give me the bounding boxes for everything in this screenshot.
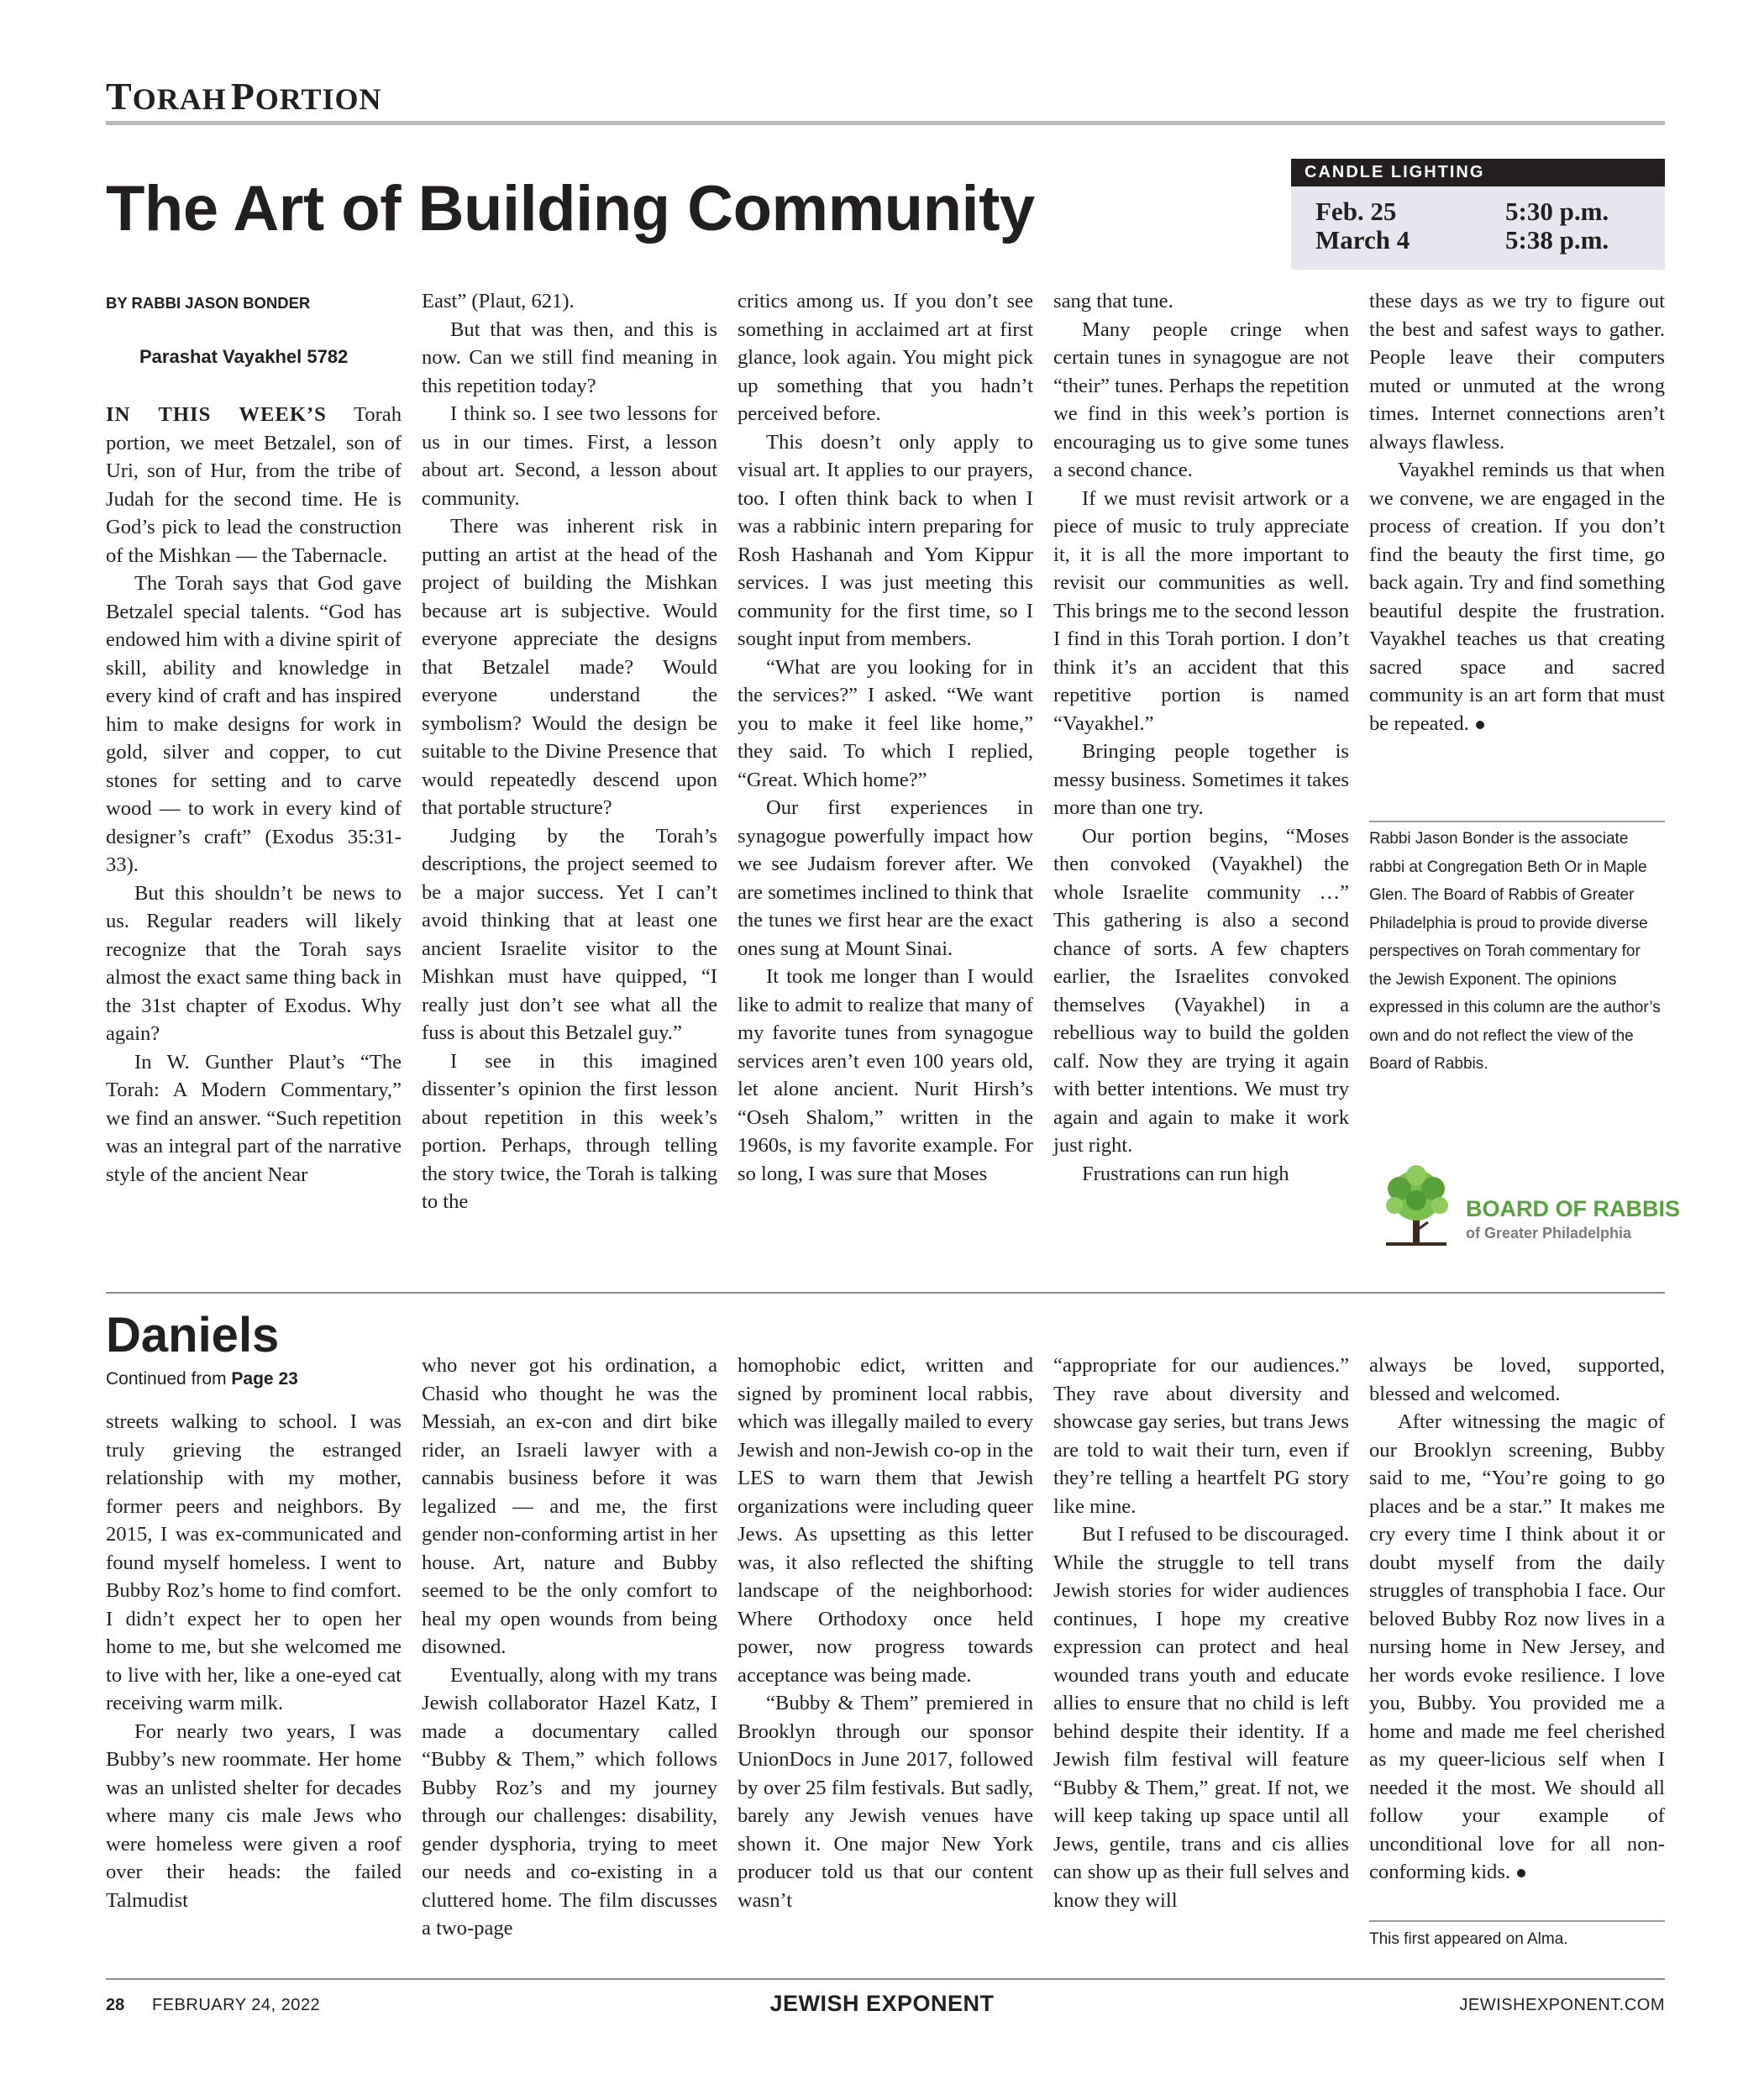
paragraph: There was inherent risk in putting an artist at the head of the project of building the Mishkan because art is subjective. Would everyone appreciate the designs that Betzalel made? Would everyone understand the symbolism? Would the design be suitable to the Divine Presence that would repeatedly descend upon that portable structure? — [422, 515, 717, 819]
author-bio: Rabbi Jason Bonder is the associate rabbi at Congregation Beth Or in Maple Glen. The Board of Rabbis of Greater Philadelphia is proud to provide diverse perspectives on Torah commentary for the Jewish Exponent. The opinions expressed in this column are the author’s own and do not reflect the view of the Board of Rabbis. — [1369, 830, 1661, 1073]
paragraph: “appropriate for our audiences.” They rave about diversity and showcase gay series, but trans Jews are told to wait their turn, even if they’re telling a heartfelt PG story like mine. — [1053, 1354, 1349, 1518]
paragraph: If we must revisit artwork or a piece of music to truly appreciate it, it is all the more important to revisit our communities as well. This brings me to the second lesson I find in this Torah portion. I don’t think it’s an accident that this repetitive portion is named “Vayakhel.” — [1053, 486, 1349, 735]
article-column-3 — [738, 287, 1033, 1188]
lead-in: IN THIS WEEK’S — [106, 403, 327, 426]
section-initial-1: T — [106, 75, 133, 118]
publication-name: JEWISH EXPONENT — [769, 1991, 995, 2016]
article-column-2 — [422, 287, 717, 1216]
paragraph: This doesn’t only apply to visual art. It applies to our prayers, too. I often think back to when I was a rabbinic intern preparing for Rosh Hashanah and Yom Kippur services. I was just meeting this community for the first time, so I sought input from members. — [738, 430, 1033, 650]
footer-rule — [106, 1978, 1665, 1980]
paragraph: Frustrations can run high — [1082, 1162, 1289, 1185]
section-word-1: ORAH — [132, 82, 227, 116]
paragraph: It took me longer than I would like to admit to realize that many of my favorite tunes from synagogue services aren’t even 100 years old, let alone ancient. Nurit Hirsh’s “Oseh Shalom,” written in the 1960s, is my favorite example. For so long, I was sure that Moses — [738, 965, 1033, 1185]
paragraph: who never got his ordination, a Chasid who thought he was the Messiah, an ex-con and dirt bike rider, an Israeli lawyer with a cannabis business before it was legalized — and me, the first gender non-conforming artist in her house. Art, nature and Bubby seemed to be the only comfort to heal my open wounds from being disowned. — [422, 1354, 717, 1658]
candle-date: Feb. 25 — [1315, 197, 1397, 226]
candle-time: 5:30 p.m. — [1505, 197, 1609, 226]
daniels-column-2 — [422, 1352, 717, 1943]
article-column-4 — [1053, 287, 1349, 1188]
daniels-column-3 — [738, 1352, 1033, 1914]
paragraph: these days as we try to figure out the best and safest ways to gather. People leave their computers muted or unmuted at the wrong times. Internet connections aren’t always flawless. — [1369, 290, 1665, 454]
paragraph: But this shouldn’t be news to us. Regular readers will likely recognize that the Torah says almost the exact same thing back in the 31st chapter of Exodus. Why again? — [106, 881, 402, 1045]
end-mark-icon — [1476, 721, 1484, 729]
paragraph: But that was then, and this is now. Can we still find meaning in this repetition today? — [422, 318, 717, 397]
paragraph: The Torah says that God gave Betzalel special talents. “God has endowed him with a divine spirit of skill, ability and knowledge in every kind of craft and has inspired him to make designs for work in gold, silver and copper, to cut stones for setting and to carve wood — to work in every kind of designer’s craft” (Exodus 35:31-33). — [106, 572, 402, 876]
section-initial-2: P — [230, 75, 255, 118]
paragraph: Judging by the Torah’s descriptions, the project seemed to be a major success. Yet I can’t avoid thinking that at least one ancient Israelite visitor to the Mishkan must have quipped, “I really just don’t see what all the fuss is about this Betzalel guy.” — [422, 824, 717, 1044]
section-word-2: ORTION — [255, 82, 382, 116]
article-column-1 — [106, 401, 402, 1189]
paragraph: homophobic edict, written and signed by prominent local rabbis, which was illegally mailed to every Jewish and non-Jewish co-op in the LES to warn them that Jewish organizations were including queer Jews. As upsetting as this letter was, it also reflected the shifting landscape of the neighborhood: Where Orthodoxy once held power, now progress towards acceptance was being made. — [738, 1354, 1033, 1687]
paragraph: Our first experiences in synagogue powerfully impact how we see Judaism forever after. We are sometimes inclined to think that the tunes we first hear are the exact ones sung at Mount Sinai. — [738, 796, 1033, 960]
page-number: 28 — [106, 1996, 125, 2014]
logo-subtitle: of Greater Philadelphia — [1466, 1225, 1632, 1242]
daniels-column-1 — [106, 1408, 402, 1914]
byline: BY RABBI JASON BONDER — [106, 294, 311, 312]
logo-title: BOARD OF RABBIS — [1466, 1196, 1680, 1221]
daniels-column-4 — [1053, 1352, 1349, 1914]
paragraph: East” (Plaut, 621). — [422, 290, 575, 312]
header-rule — [106, 121, 1665, 125]
paragraph-text: After witnessing the magic of our Brooklyn screening, Bubby said to me, “You’re going to go places and be a star.” It makes me cry every time I think about it or doubt myself from the daily struggles of transphobia I face. Our beloved Bubby Roz now lives in a nursing home in New Jersey, and her words evoke resilience. I love you, Bubby. You provided me a home and made me feel cherished as my queer-licious self when I needed it the most. We should all follow your example of unconditional love for all non-conforming kids. — [1369, 1410, 1665, 1883]
parashat-label: Parashat Vayakhel 5782 — [139, 346, 349, 367]
paragraph: always be loved, supported, blessed and welcomed. — [1369, 1354, 1665, 1405]
candle-lighting-box — [1291, 159, 1665, 270]
paragraph — [106, 401, 402, 570]
paragraph: “What are you looking for in the services?” I asked. “We want you to make it feel like home,” they said. To which I replied, “Great. Which home?” — [738, 655, 1033, 791]
article-headline: The Art of Building Community — [106, 173, 1035, 244]
paragraph: Our portion begins, “Moses then convoked (Vayakhel) the whole Israelite community …” This gathering is also a second chance of sorts. A few chapters earlier, the Israelites convoked themselves (Vayakhel) in a rebellious way to build the golden calf. Now they are trying it again with better intentions. We must try again and again to make it work just right. — [1053, 824, 1349, 1157]
tree-icon — [1386, 1165, 1448, 1246]
paragraph — [1369, 456, 1665, 738]
candle-date: March 4 — [1315, 225, 1410, 255]
website-link[interactable]: JEWISHEXPONENT.COM — [1459, 1996, 1665, 2014]
paragraph: Eventually, along with my trans Jewish collaborator Hazel Katz, I made a documentary called “Bubby & Them,” which follows Bubby Roz’s and my journey through our challenges: disability, gender dysphoria, trying to meet our needs and co-existing in a cluttered home. The film discusses a two-page — [422, 1663, 717, 1940]
source-note: This first appeared on Alma. — [1369, 1930, 1568, 1948]
paragraph-text: Torah portion, we meet Betzalel, son of Uri, son of Hur, from the tribe of Judah for the second time. He is God’s pick to lead the construction of the Mishkan — the Tabernacle. — [106, 403, 402, 567]
paragraph: I think so. I see two lessons for us in our times. First, a lesson about art. Second, a lesson about community. — [422, 402, 717, 510]
paragraph: For nearly two years, I was Bubby’s new roommate. Her home was an unlisted shelter for decades where many cis male Jews who were homeless were given a roof over their heads: the failed Talmudist — [106, 1719, 402, 1912]
paragraph: Many people cringe when certain tunes in synagogue are not “their” tunes. Perhaps the repetition we find in this week’s portion is encouraging us to give some tunes a second chance. — [1053, 318, 1349, 481]
paragraph: streets walking to school. I was truly grieving the estranged relationship with my mother, former peers and neighbors. By 2015, I was ex-communicated and found myself homeless. I went to Bubby Roz’s home to find comfort. I didn’t expect her to open her home to me, but she welcomed me to live with her, like a one-eyed cat receiving warm milk. — [106, 1410, 402, 1714]
paragraph — [1369, 1408, 1665, 1887]
candle-time: 5:38 p.m. — [1505, 225, 1609, 255]
daniels-headline: Daniels — [106, 1308, 280, 1362]
daniels-column-5 — [1369, 1352, 1665, 1887]
paragraph-text: Vayakhel reminds us that when we convene, we are engaged in the process of creation. If you don’t find the beauty the first time, go back again. Try and find something beautiful despite the frustration. Vayakhel teaches us that creating sacred space and sacred community is an art form that must be repeated. — [1369, 459, 1665, 735]
article-column-5 — [1369, 287, 1665, 738]
paragraph: Bringing people together is messy business. Sometimes it takes more than one try. — [1053, 740, 1349, 819]
paragraph: In W. Gunther Plaut’s “The Torah: A Modern Commentary,” we find an answer. “Such repetition was an integral part of the narrative style of the ancient Near — [106, 1050, 402, 1186]
paragraph: But I refused to be discouraged. While the struggle to tell trans Jewish stories for wider audiences continues, I hope my creative expression can protect and heal wounded trans youth and educate allies to ensure that no child is left behind despite their identity. If a Jewish film festival will feature “Bubby & Them,” great. If not, we will keep taking up space until all Jews, gentile, trans and cis allies can show up as their full selves and know they will — [1053, 1523, 1349, 1912]
note-rule — [1369, 1920, 1665, 1922]
candle-lighting-label: CANDLE LIGHTING — [1291, 159, 1665, 186]
paragraph: critics among us. If you don’t see something in acclaimed art at first glance, look again. You might pick up something that you hadn’t perceived before. — [738, 290, 1033, 425]
issue-date: FEBRUARY 24, 2022 — [152, 1996, 321, 2014]
paragraph: I see in this imagined dissenter’s opinion the first lesson about repetition in this week’s portion. Perhaps, through telling the story twice, the Torah is talking to the — [422, 1049, 717, 1213]
bio-rule — [1369, 821, 1665, 822]
section-divider — [106, 1292, 1665, 1294]
continued-from — [106, 1369, 298, 1389]
section-header — [106, 74, 382, 118]
continued-label: Continued from — [106, 1369, 227, 1389]
continued-page-link[interactable]: Page 23 — [231, 1369, 298, 1389]
paragraph: sang that tune. — [1053, 290, 1173, 312]
paragraph: “Bubby & Them” premiered in Brooklyn through our sponsor UnionDocs in June 2017, followed by over 25 film festivals. But sadly, barely any Jewish venues have shown it. One major New York producer told us that our content wasn’t — [738, 1692, 1033, 1912]
end-mark-icon — [1517, 1869, 1525, 1877]
